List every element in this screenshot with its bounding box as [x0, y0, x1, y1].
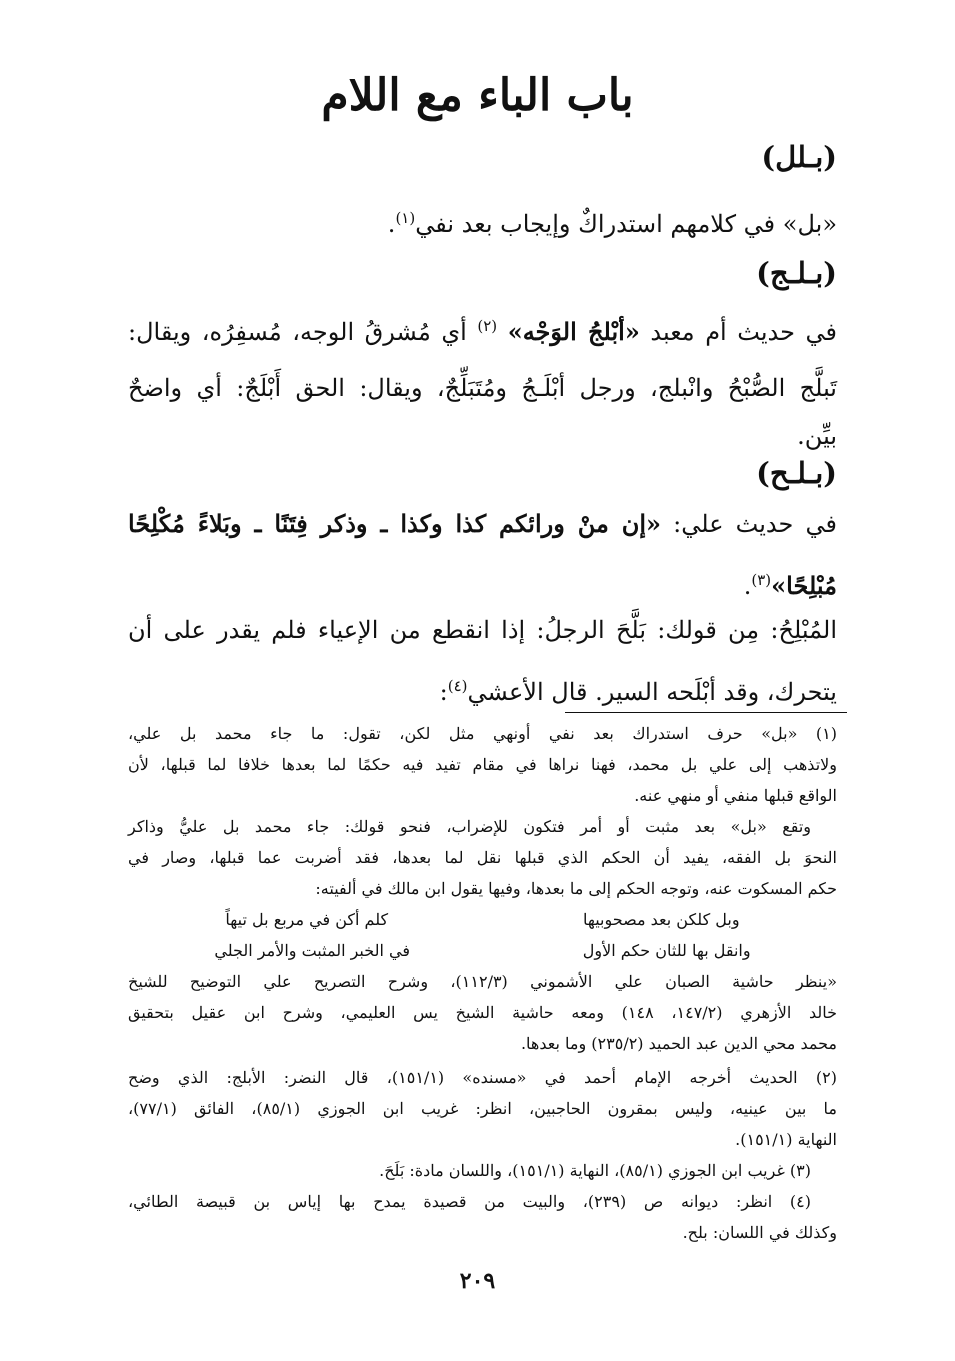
- entry-ball-text: [128, 190, 837, 252]
- entry-balah-text: [128, 496, 837, 614]
- mublih-line2: يتحرك، وقد أبْلَحه السير. قال الأعشي: [467, 678, 837, 706]
- punctuation: .: [743, 572, 752, 600]
- footnote-separator: [565, 712, 847, 713]
- poem-verse: [128, 904, 837, 935]
- entry-heading-balaj: (بـلـج): [756, 256, 837, 290]
- page-title: باب الباء مع اللام: [321, 70, 634, 121]
- footnote-ref-4[interactable]: (٤): [447, 677, 468, 695]
- balah-hadith-quote: «إن منْ ورائكم كذا وكذا ـ وذكر فِتَنًا ـ وبَلاءً مُكْلِحًا: [128, 509, 661, 538]
- footnote-2: [128, 1062, 837, 1155]
- footnote-ref-2[interactable]: (٢): [477, 317, 498, 335]
- verse-hemistich-first: وانقل بها للثان حكم الأول: [582, 941, 751, 960]
- fn4-line: وكذلك في اللسان: بلح.: [682, 1223, 837, 1242]
- verse-hemistich-second: كلم أكن في مربع بل تيهاً: [225, 910, 389, 929]
- mublih-line1: المُبْلِحُ: مِن قولك: بَلَّحَ الرجلُ: إذا انقطع من الإعياء فلم يقدر على أن: [128, 616, 837, 644]
- footnote-ref-3[interactable]: (٣): [751, 571, 772, 589]
- balah-quote-end: مُبْلِحًا»: [771, 571, 837, 600]
- fn1-source-line: «ينظر حاشية الصبان علي الأشموني (١١٢/٣)، وشرح التصريح علي التوضيح للشيخ: [128, 972, 837, 991]
- fn1-line: الواقع قبلها منفي أو منهي عنه.: [634, 786, 837, 805]
- fn2-line: النهاية (١٥١/١).: [735, 1130, 837, 1149]
- punctuation: :: [439, 678, 448, 706]
- fn1-line: النحوَ بل الفقه، يفيد أن الحكم الذي قبلها نقل لما بعدها، فقد أضربت عما قبلها، وصار في: [128, 848, 837, 867]
- punctuation: .: [387, 210, 396, 238]
- entry-mublih-text: [128, 602, 837, 720]
- fn2-line: (٢) الحديث أخرجه الإمام أحمد في «مسنده» (١٥١/١)، قال النضر: الأبلج: الذي وضح: [128, 1068, 837, 1087]
- balah-line1-start: في حديث علي:: [661, 510, 837, 538]
- entry-heading-balah: (بـلـح): [756, 456, 837, 490]
- balaj-line1-start: في حديث أم معبد: [639, 318, 837, 346]
- fn3-line: (٣) غريب ابن الجوزي (٨٥/١)، النهاية (١٥١/١)، واللسان مادة: بَلَحَ.: [379, 1161, 811, 1180]
- fn1-line: (١) «بل» حرف استدراك بعد نفي أونهي مثل لكن، تقول: ما جاء محمد بل علي،: [128, 724, 837, 743]
- poem-verse: [128, 935, 837, 966]
- ball-definition: «بل» في كلامهم استدراكٌ وإيجاب بعد نفي: [415, 210, 837, 238]
- footnote-ref-1[interactable]: (١): [395, 209, 416, 227]
- footnote-4: [128, 1186, 837, 1248]
- fn1-line: وتقع «بل» بعد مثبت أو أمر فتكون للإضراب، فنحو قولك: جاء محمد بل عليُّ وذاكر: [128, 817, 811, 836]
- page-number: ٢٠٩: [459, 1268, 496, 1294]
- footnote-1-sources: [128, 966, 837, 1059]
- verse-hemistich-second: في الخبر المثبت والأمر الجلي: [214, 941, 410, 960]
- verse-hemistich-first: وبل كلكن بعد مصحوبيها: [582, 910, 740, 929]
- fn1-source-line: خالد الأزهري (١٤٧/٢، ١٤٨) ومعه حاشية الشيخ يس العليمي، وشرح ابن عقيل بتحقيق: [128, 1003, 837, 1022]
- entry-heading-ball: (بـلل): [761, 140, 837, 174]
- fn4-line: (٤) انظر: ديوانه ص (٢٣٩)، والبيت من قصيدة يمدح بها إياس بن قبيصة الطائي،: [128, 1192, 812, 1211]
- balaj-hadith-quote: «أبْلجُ الوَجْه»: [507, 317, 640, 346]
- fn1-line: حكم المسكوت عنه، وتوجه الحكم إلى ما بعدها، وفيها يقول ابن مالك في ألفيته:: [315, 879, 837, 898]
- fn1-source-line: محمد محي الدين عبد الحميد (٢٣٥/٢) وما بعدها.: [520, 1034, 837, 1053]
- balaj-line1-end: أي مُشرقُ الوجه، مُسفِرُه، ويقال:: [128, 318, 478, 346]
- footnote-3: [128, 1155, 837, 1186]
- fn1-line: ولاتذهب إلى علي بل محمد، فهنا نراها في مقام تفيد فيه حكمًا لما بعدها خلافا لما قبلها، لأن: [128, 755, 837, 774]
- balaj-line2: تَبلَّج الصُّبْحُ وانْبلج، ورجل أبْلَـجُ ومُتَبَلِّجٌ، ويقال: الحق أَبْلَجٌ: أي واضحٌ: [128, 374, 837, 402]
- fn2-line: ما بين عينيه، وليس بمقرون الحاجبين، انظر: غريب ابن الجوزي (٨٥/١)، الفائق (٧٧/١)،: [128, 1099, 838, 1118]
- balaj-line3: بيِّن.: [797, 422, 837, 450]
- footnote-1: [128, 718, 837, 904]
- entry-balaj-text: [128, 298, 837, 456]
- poem-verses: [128, 904, 837, 966]
